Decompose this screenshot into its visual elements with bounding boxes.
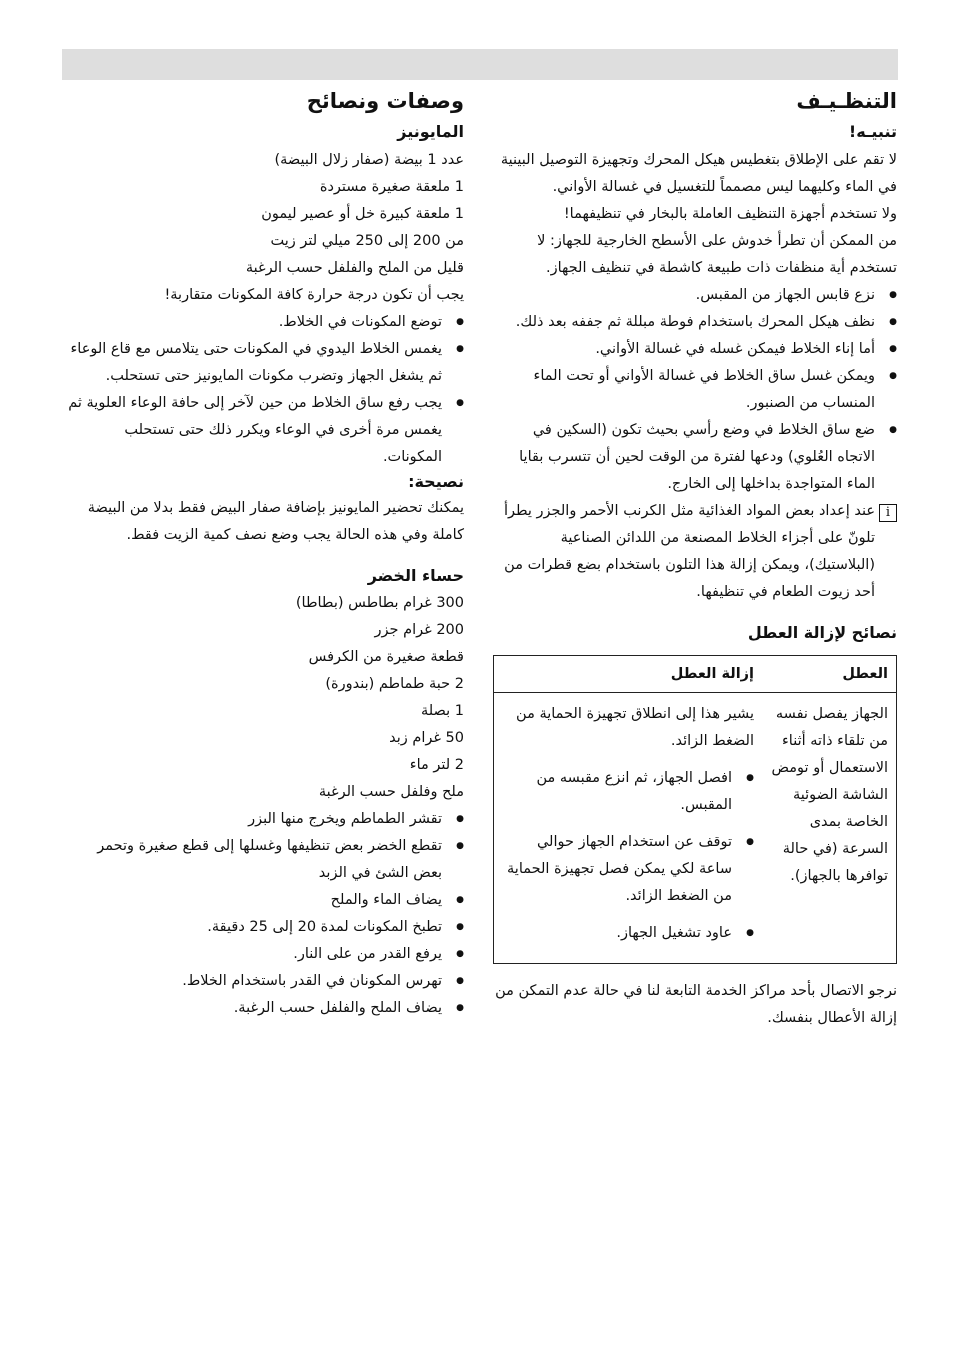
list-item: ● ويمكن غسل ساق الخلاط في غسالة الأواني أو تحت الماء المنساب من الصنبور. [493, 363, 875, 417]
ingredient-line: من 200 إلى 250 ميلي لتر زيت [270, 232, 464, 249]
cleaning-title: التنظـيـف [796, 89, 897, 113]
ingredient-line: 1 ملعقة كبيرة خل أو عصير ليمون [261, 205, 464, 222]
troubleshooting-title: نصائح لإزالة العطل [747, 622, 897, 642]
list-item: ● تقشر الطماطم ويخرج منها البزر [64, 806, 442, 833]
ingredient-line: ملح وفلفل حسب الرغبة [318, 784, 464, 801]
remedy-list [502, 765, 754, 947]
list-item: ● يضاف الملح والفلفل حسب الرغبة. [64, 995, 442, 1022]
warning-title: تنبيـه! [848, 122, 897, 142]
list-item: ● تطبخ المكونات لمدة 20 إلى 25 دقيقة. [64, 914, 442, 941]
list-item: ● أما إناء الخلاط فيمكن غسله في غسالة الأواني. [493, 336, 875, 363]
warning-paragraph-1: لا تقم على الإطلاق بتغطيس هيكل المحرك وتجهيزة التوصيل البينية في الماء وكليهما ليس مصمماً للتغسيل في غسالة الأواني. [500, 151, 897, 195]
cleaning-steps [493, 282, 897, 498]
soup-title: حساء الخضر [367, 565, 464, 585]
list-item: ● ضع ساق الخلاط في وضع رأسي بحيث تكون (السكين في الاتجاه العُلوي) ودعها لفترة من الوقت لحين أن تتسرب بقايا الماء المتواجدة بداخلها إلى الخارج. [493, 417, 875, 498]
recipes-title: وصفات ونصائح [306, 89, 464, 113]
table-header-row [494, 656, 897, 693]
list-item: ● افصل الجهاز، ثم انزع مقبسه من المقبس. [502, 765, 732, 819]
recipes-column [64, 88, 464, 1022]
remedy-cell [494, 693, 763, 964]
tip-text: يمكنك تحضير المايونيز بإضافة صفار البيض فقط بدلا من البيضة كاملة وفي هذه الحالة يجب وضع نصف كمية الزيت فقط. [87, 499, 464, 543]
ingredient-line: 2 لتر ماء [409, 757, 464, 774]
ingredient-line: 2 حبة طماطم (بندورة) [325, 676, 464, 693]
ingredient-line: قليل من الملح والفلفل حسب الرغبة [245, 259, 464, 276]
list-item: ● تقطع الخضر بعض تنظيفها وغسلها إلى قطع صغيرة وتحمر بعض الشئ في الزبد [64, 833, 442, 887]
mayo-title: المايونيز [397, 122, 464, 142]
list-item: ● يضاف الماء والملح [64, 887, 442, 914]
warning-paragraph-3: من الممكن أن تطرأ خدوش على الأسطح الخارجية للجهاز: لا تستخدم أية منظفات ذات طبيعة كاشطة في تنظيف الجهاز. [537, 232, 897, 276]
ingredient-line: قطعة صغيرة من الكرفس [308, 649, 464, 666]
list-item: ● توضع المكونات في الخلاط. [64, 309, 442, 336]
list-item: ● عاود تشغيل الجهاز. [502, 920, 732, 947]
ingredient-line: 1 ملعقة صغيرة مستردة [319, 178, 464, 195]
info-note [493, 498, 897, 606]
ingredient-line: 1 بصلة [420, 703, 464, 720]
tip-title: نصيحة: [408, 471, 464, 491]
info-text: عند إعداد بعض المواد الغذائية مثل الكرنب الأحمر والجزر يطرأ تلونّ على أجزاء الخلاط المصنعة من اللدائن الصناعية (البلاستيك)، ويمكن إزالة هذا التلون باستخدام بضع قطرات من أحد زيوت الطعام في تنظيفها. [503, 502, 875, 600]
ingredient-line: 300 غرام بطاطس (بطاطا) [295, 595, 464, 612]
service-contact-note: نرجو الاتصال بأحد مراكز الخدمة التابعة لنا في حالة عدم التمكن من إزالة الأعطال بنفسك. [495, 983, 897, 1027]
list-item: ● توقف عن استخدام الجهاز حوالي ساعة لكي يمكن فصل تجهيزة الحماية من الضغط الزائد. [502, 829, 732, 910]
ingredient-line: عدد 1 بيضة (صفار زلال البيضة) [274, 151, 464, 168]
ingredient-note: يجب أن تكون درجة حرارة كافة المكونات متقاربة! [164, 286, 464, 303]
cleaning-column [493, 88, 897, 1032]
ingredient-line: 200 غرام جزر [374, 622, 464, 639]
list-item: ● يجب رفع ساق الخلاط من حين لآخر إلى حافة الوعاء العلوية ثم يغمس مرة أخرى في الوعاء ويكرر ذلك حتى تستحلب المكونات. [64, 390, 442, 471]
column-header-fault: العطل [762, 656, 897, 693]
list-item: ● نظف هيكل المحرك باستخدام فوطة مبللة ثم جففه بعد ذلك. [493, 309, 875, 336]
ingredient-line: 50 غرام زبد [389, 730, 464, 747]
header-bar [62, 49, 898, 80]
warning-paragraph-2: ولا تستخدم أجهزة التنظيف العاملة بالبخار في تنظيفهما! [563, 205, 897, 222]
column-header-remedy: إزالة العطل [494, 656, 763, 693]
mayo-steps [64, 309, 464, 471]
info-icon: i [879, 504, 897, 522]
fault-cell: الجهاز يفصل نفسه من تلقاء ذاته أثناء الاستعمال أو تومض الشاشة الضوئية الخاصة بمدى السرعة (في حالة توافرها بالجهاز). [771, 706, 888, 885]
list-item: ● يرفع القدر من على النار. [64, 941, 442, 968]
table-row [494, 693, 897, 964]
soup-steps [64, 806, 464, 1022]
remedy-intro: يشير هذا إلى انطلاق تجهيزة الحماية من الضغط الزائد. [516, 706, 754, 750]
troubleshooting-table [493, 655, 897, 964]
list-item: ● يغمس الخلاط اليدوي في المكونات حتى يتلامس مع قاع الوعاء ثم يشغل الجهاز وتضرب مكونات المايونيز حتى تستحلب. [64, 336, 442, 390]
list-item: ● تهرس المكونان في القدر باستخدام الخلاط. [64, 968, 442, 995]
list-item: ● نزع قابس الجهاز من المقبس. [493, 282, 875, 309]
